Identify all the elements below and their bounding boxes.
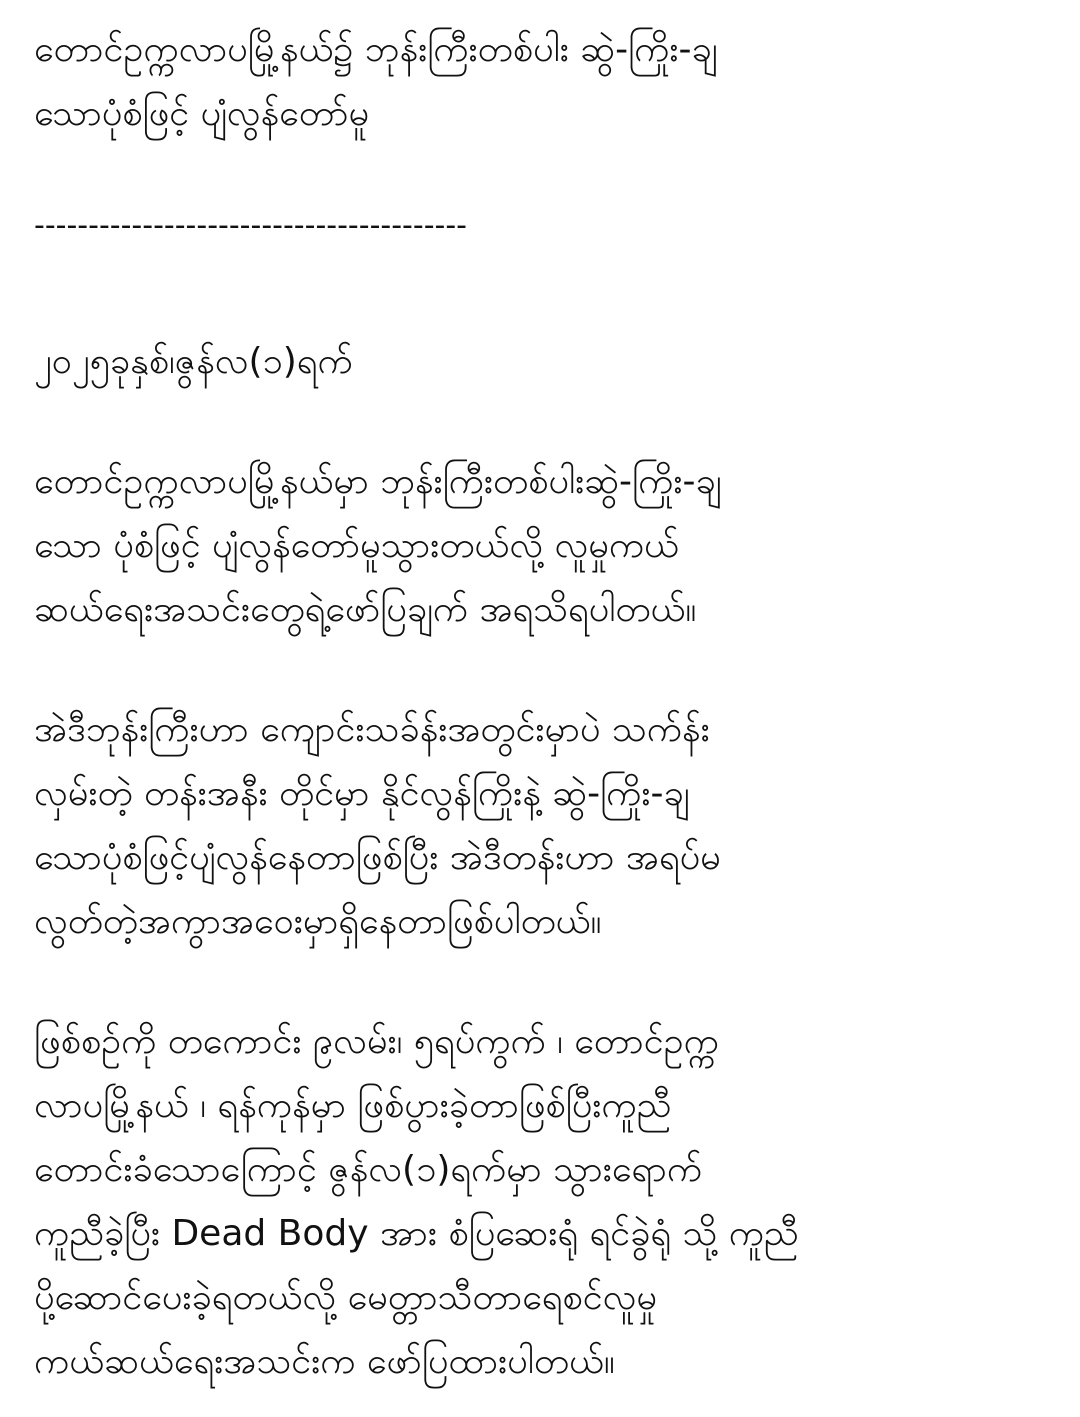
- paragraph-line: တောင်းခံသောကြောင့် ဇွန်လ(၁)ရက်မှာ သွားရောက်: [34, 1149, 703, 1190]
- post-title: [34, 18, 1046, 146]
- paragraph-line: လှမ်းတဲ့ တန်းအနီး တိုင်မှာ နိုင်လွန်ကြိုးနဲ့ ဆွဲ-ကြိုး-ချ: [34, 773, 690, 814]
- paragraph-line: သောပုံစံဖြင့်ပျံလွန်နေတာဖြစ်ပြီး အဲဒီတန်းဟာ အရပ်မ: [34, 837, 721, 878]
- paragraph-line: ကူညီခဲ့ပြီး Dead Body အား စံပြဆေးရုံ ရင်ခွဲရုံ သို့ ကူညီ: [34, 1213, 799, 1254]
- paragraph-line: သော ပုံစံဖြင့် ပျံလွန်တော်မူသွားတယ်လို့ လူမှုကယ်: [34, 525, 679, 566]
- paragraph-line: လာပမြို့နယ် ၊ ရန်ကုန်မှာ ဖြစ်ပွားခဲ့တာဖြစ်ပြီးကူညီ: [34, 1085, 672, 1126]
- paragraph-line: ကယ်ဆယ်ရေးအသင်းက ဖော်ပြထားပါတယ်။: [34, 1341, 615, 1382]
- post-date: ၂၀၂၅ခုနှစ်၊ဇွန်လ(၁)ရက်: [34, 341, 353, 382]
- title-line: သောပုံစံဖြင့် ပျံလွန်တော်မူ: [34, 93, 370, 134]
- paragraph: [34, 450, 1046, 642]
- paragraph: [34, 698, 1046, 954]
- paragraph-line: ဖြစ်စဉ်ကို တကောင်း ၉လမ်း၊ ၅ရပ်ကွက် ၊ တောင်ဥက္က: [34, 1021, 719, 1062]
- paragraph-line: ပို့ဆောင်ပေးခဲ့ရတယ်လို့ မေတ္တာသီတာရေစင်လူမှု: [34, 1277, 657, 1318]
- post-body: [34, 18, 1046, 1394]
- paragraph-line: အဲဒီဘုန်းကြီးဟာ ကျောင်းသခ်န်းအတွင်းမှာပဲ သက်န်း: [34, 709, 710, 750]
- paragraph-line: လွတ်တဲ့အကွာအဝေးမှာရှိနေတာဖြစ်ပါတယ်။: [34, 901, 602, 942]
- divider-line: ----------------------------------------: [34, 208, 468, 243]
- paragraph-line: ဆယ်ရေးအသင်းတွေရဲ့ဖော်ပြချက် အရသိရပါတယ်။: [34, 589, 697, 630]
- paragraph: [34, 1010, 1046, 1394]
- paragraph-line: တောင်ဥက္ကလာပမြို့နယ်မှာ ဘုန်းကြီးတစ်ပါးဆွဲ-ကြိုး-ချ: [34, 461, 722, 502]
- title-line: တောင်ဥက္ကလာပမြို့နယ်၌ ဘုန်းကြီးတစ်ပါး ဆွဲ-ကြိုး-ချ: [34, 29, 718, 70]
